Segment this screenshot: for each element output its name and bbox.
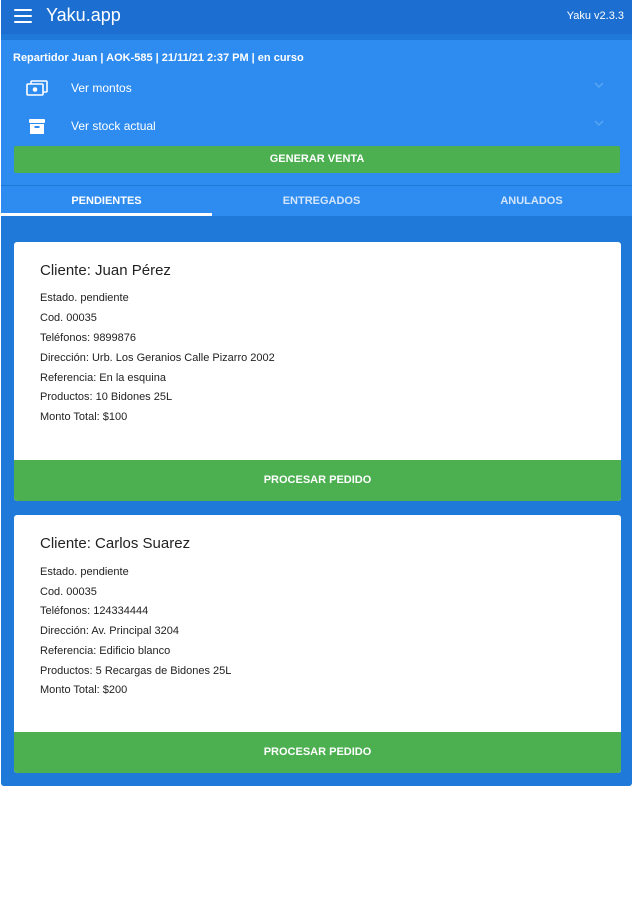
tab-anulados[interactable]: ANULADOS — [500, 195, 563, 207]
order-status: Estado. pendiente — [40, 566, 129, 578]
view-stock-label: Ver stock actual — [71, 119, 156, 133]
session-panel — [1, 40, 632, 185]
order-phones: Teléfonos: 9899876 — [40, 332, 137, 344]
generate-sale-button[interactable]: GENERAR VENTA — [14, 146, 620, 173]
order-address: Dirección: Av. Principal 3204 — [40, 625, 179, 637]
order-total: Monto Total: $200 — [40, 684, 128, 696]
hamburger-menu-icon[interactable] — [14, 9, 32, 23]
tab-pendientes[interactable]: PENDIENTES — [71, 195, 142, 207]
app-container — [1, 0, 632, 786]
chevron-down-icon — [594, 80, 604, 90]
session-info: Repartidor Juan | AOK-585 | 21/11/21 2:37 PM | en curso — [13, 52, 304, 64]
order-client: Cliente: Carlos Suarez — [40, 535, 191, 552]
order-address: Dirección: Urb. Los Geranios Calle Pizarro 2002 — [40, 352, 275, 364]
app-title: Yaku.app — [46, 5, 121, 25]
order-client: Cliente: Juan Pérez — [40, 262, 171, 279]
order-phones: Teléfonos: 124334444 — [40, 605, 149, 617]
order-card — [14, 515, 621, 773]
view-amounts-expander[interactable] — [1, 70, 632, 106]
app-bar — [1, 0, 632, 34]
order-card — [14, 242, 621, 501]
order-status: Estado. pendiente — [40, 292, 129, 304]
order-reference: Referencia: Edificio blanco — [40, 645, 171, 657]
tab-entregados[interactable]: ENTREGADOS — [282, 195, 361, 207]
order-products: Productos: 5 Recargas de Bidones 25L — [40, 665, 232, 677]
order-reference: Referencia: En la esquina — [40, 372, 166, 384]
archive-box-icon — [26, 118, 48, 135]
process-order-button[interactable]: PROCESAR PEDIDO — [14, 732, 621, 773]
process-order-button[interactable]: PROCESAR PEDIDO — [14, 460, 621, 501]
cash-icon — [26, 80, 48, 97]
order-products: Productos: 10 Bidones 25L — [40, 391, 173, 403]
order-code: Cod. 00035 — [40, 312, 97, 324]
order-code: Cod. 00035 — [40, 586, 97, 598]
tab-bar — [1, 186, 632, 216]
chevron-down-icon — [594, 118, 604, 128]
active-tab-indicator — [1, 213, 212, 216]
order-total: Monto Total: $100 — [40, 411, 128, 423]
app-version: Yaku v2.3.3 — [566, 10, 624, 22]
view-stock-expander[interactable] — [1, 108, 632, 144]
view-amounts-label: Ver montos — [71, 81, 132, 95]
